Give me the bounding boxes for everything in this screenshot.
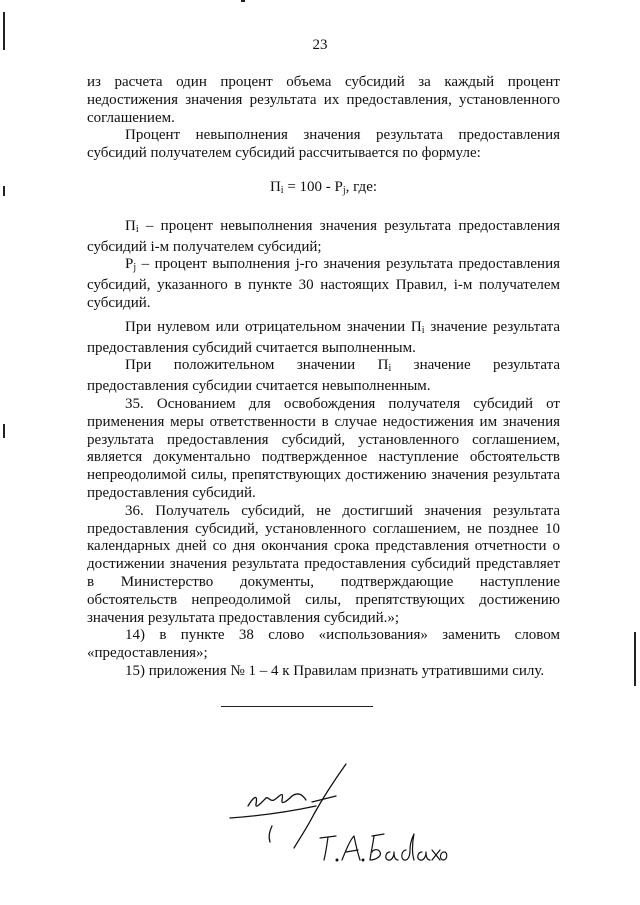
definition-pi xyxy=(87,218,560,257)
definition-pj-text: – процент выполнения j-го значения результата предоставления субсидий, указанного в пункте 30 настоящих Правил, i-м получателем субсидий. xyxy=(87,256,560,311)
document-body xyxy=(87,74,560,681)
zero-value-after: значение результата предоставления субсидий считается выполненным. xyxy=(87,318,560,356)
formula-mid-subscript: j xyxy=(342,184,346,196)
definition-pi-text: – процент невыполнения значения результата предоставления субсидий i-м получателем субсидий; xyxy=(87,217,560,255)
scan-mark-right xyxy=(634,632,636,686)
paragraph-positive-value xyxy=(87,357,560,396)
separator-line xyxy=(221,706,373,707)
scan-mark-top-tick xyxy=(241,0,245,2)
positive-value-subscript: i xyxy=(388,363,392,375)
zero-value-subscript: i xyxy=(421,324,425,336)
definition-pj-subscript: j xyxy=(133,262,137,274)
paragraph-36: 36. Получатель субсидий, не достигший значения результата предоставления субсидий, установленного соглашением, не позднее 10 календарных дней со дня окончания срока представления отчетности о достижении значения результата предоставления субсидий представляет в Министерство документы, подтверждающие наступление обстоятельств непреодолимой силы, препятствующих достижению значения результата предоставления субсидий.»; xyxy=(87,502,560,626)
definition-pj xyxy=(87,256,560,312)
formula-lhs: П xyxy=(269,178,281,195)
formula-mid: = 100 - P xyxy=(283,178,343,195)
positive-value-before: При положительном значении П xyxy=(125,357,389,374)
page-number: 23 xyxy=(312,37,328,53)
paragraph-15: 15) приложения № 1 – 4 к Правилам признать утратившими силу. xyxy=(125,662,545,679)
paragraph-35: 35. Основанием для освобождения получателя субсидий от применения меры ответственности в случае недостижения им значения результата предоставления субсидий, установленного соглашением, является документально подтвержденное наступление обстоятельств непреодолимой силы, препятствующих достижению значения результата предоставления субсидий. xyxy=(87,395,560,501)
paragraph-formula-intro: Процент невыполнения значения результата предоставления субсидий получателем субсидий рассчитывается по формуле: xyxy=(87,127,560,162)
formula-tail: , где: xyxy=(345,178,378,195)
definition-pi-subscript: i xyxy=(135,223,139,235)
paragraph-14: 14) в пункте 38 слово «использования» заменить словом «предоставления»; xyxy=(87,627,560,662)
formula xyxy=(87,179,560,200)
zero-value-before: При нулевом или отрицательном значении П xyxy=(125,318,422,335)
scan-mark-left-mid xyxy=(3,186,5,196)
scan-mark-left-low xyxy=(3,424,5,438)
formula-lhs-subscript: i xyxy=(280,184,284,196)
positive-value-after: значение результата предоставления субсидии считается невыполненным. xyxy=(87,357,561,395)
definition-pi-symbol: П xyxy=(125,217,136,234)
paragraph-zero-value xyxy=(87,319,560,358)
paragraph-continuation: из расчета один процент объема субсидий за каждый процент недостижения значения результата их предоставления, установленного соглашением. xyxy=(87,74,560,126)
definition-pj-symbol: P xyxy=(125,256,134,273)
signer-name xyxy=(318,830,448,868)
